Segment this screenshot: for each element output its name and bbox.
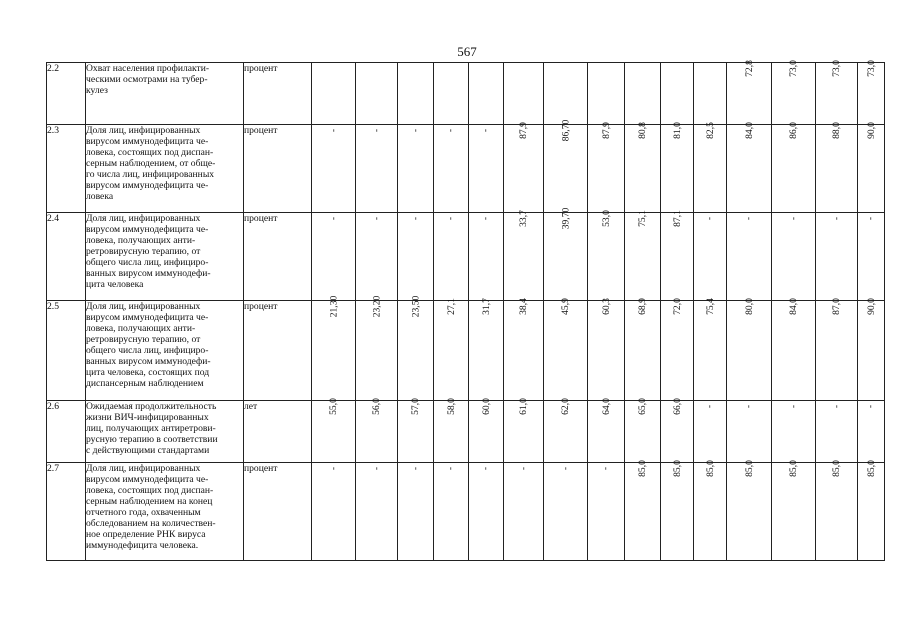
value-text: - xyxy=(327,216,339,221)
value-text: 38,4 xyxy=(517,298,529,315)
unit-cell: процент xyxy=(244,463,312,561)
value-cell xyxy=(312,63,356,125)
indicator-table xyxy=(46,62,885,561)
row-number: 2.7 xyxy=(47,463,86,561)
indicator-name-line: ное определение РНК вируса xyxy=(86,529,206,540)
value-cell xyxy=(312,398,356,463)
value-text: - xyxy=(480,466,492,471)
value-cell xyxy=(469,63,504,125)
value-text: 87,9 xyxy=(600,122,612,139)
indicator-name xyxy=(86,301,244,401)
value-cell xyxy=(312,213,356,301)
indicator-name-line: отчетного года, охваченным xyxy=(86,507,201,518)
value-cell xyxy=(816,213,858,301)
value-cell xyxy=(469,298,504,401)
indicator-name-line: ловека, получающих анти- xyxy=(86,323,196,334)
value-text: 45,9 xyxy=(559,298,571,315)
table-row xyxy=(47,125,885,213)
indicator-name-line: серным наблюдением, от обще- xyxy=(86,158,216,169)
value-cell xyxy=(816,401,858,463)
indicator-name-line: ванных вирусом иммунодефи- xyxy=(86,356,211,367)
value-cell xyxy=(434,213,469,301)
value-text: 60,0 xyxy=(480,398,492,415)
value-text: 80,0 xyxy=(743,298,755,315)
value-text: - xyxy=(409,466,421,471)
value-cell xyxy=(434,63,469,125)
value-cell xyxy=(772,298,816,401)
indicator-name-line: кулез xyxy=(86,85,108,96)
value-text: - xyxy=(559,466,571,471)
value-cell xyxy=(356,398,398,463)
value-cell xyxy=(772,460,816,561)
value-text: - xyxy=(704,216,716,221)
indicator-name-line: ловека xyxy=(86,191,114,202)
value-cell xyxy=(504,63,544,125)
value-cell xyxy=(694,213,727,301)
value-text: 87,0 xyxy=(830,298,842,315)
value-cell xyxy=(469,213,504,301)
value-cell xyxy=(772,60,816,125)
indicator-name-line: обследованием на количествен- xyxy=(86,518,216,529)
value-cell xyxy=(625,122,661,213)
value-cell xyxy=(312,125,356,213)
value-cell xyxy=(588,298,625,401)
indicator-name-line: вирусом иммунодефицита че- xyxy=(86,180,209,191)
value-cell xyxy=(398,398,434,463)
indicator-name-line: го числа лиц, инфицированных xyxy=(86,169,215,180)
value-text: - xyxy=(327,466,339,471)
value-text: 72,0 xyxy=(671,298,683,315)
value-text: 84,0 xyxy=(743,122,755,139)
value-text: - xyxy=(445,466,457,471)
value-text: 23,20 xyxy=(371,295,382,318)
indicator-name-line: русную терапию в соответствии xyxy=(86,434,218,445)
value-cell xyxy=(544,398,588,463)
value-cell xyxy=(772,401,816,463)
value-text: - xyxy=(327,128,339,133)
value-text: 85,0 xyxy=(865,460,877,477)
value-cell xyxy=(816,298,858,401)
value-cell xyxy=(727,460,772,561)
indicator-name-line: вирусом иммунодефицита че- xyxy=(86,474,209,485)
value-cell xyxy=(816,60,858,125)
indicator-name-line: жизни ВИЧ-инфицированных xyxy=(86,412,209,423)
value-cell xyxy=(694,460,727,561)
value-cell xyxy=(661,460,694,561)
value-cell xyxy=(858,122,885,213)
value-text: 57,0 xyxy=(409,398,421,415)
table-row xyxy=(47,63,885,125)
value-text: 55,0 xyxy=(327,398,339,415)
indicator-name-line: лиц, получающих антиретрови- xyxy=(86,423,216,434)
value-text: - xyxy=(370,216,382,221)
value-text: - xyxy=(830,216,842,221)
value-text: 33,7 xyxy=(517,210,529,227)
value-cell xyxy=(504,210,544,301)
indicator-name-line: ретровирусную терапию, от xyxy=(86,334,201,345)
value-text: 68,9 xyxy=(636,298,648,315)
value-cell xyxy=(434,298,469,401)
value-text: - xyxy=(787,404,799,409)
unit-cell: процент xyxy=(244,63,312,125)
value-cell xyxy=(469,463,504,561)
value-cell xyxy=(772,213,816,301)
value-cell xyxy=(772,122,816,213)
unit-cell: процент xyxy=(244,213,312,301)
value-cell xyxy=(398,125,434,213)
value-text: 31,7 xyxy=(480,298,492,315)
indicator-name-line: иммунодефицита человека. xyxy=(86,540,199,551)
value-text: - xyxy=(445,128,457,133)
value-text: 87,9 xyxy=(517,122,529,139)
value-cell xyxy=(312,295,356,401)
indicator-name-line: вирусом иммунодефицита че- xyxy=(86,312,209,323)
indicator-name-line: Доля лиц, инфицированных xyxy=(86,463,201,474)
indicator-name-line: ческими осмотрами на тубер- xyxy=(86,74,208,85)
value-cell xyxy=(858,213,885,301)
value-text: 56,0 xyxy=(370,398,382,415)
indicator-name-line: общего числа лиц, инфициро- xyxy=(86,345,209,356)
value-cell xyxy=(398,463,434,561)
indicator-name-line: с действующими стандартами xyxy=(86,445,210,456)
value-cell xyxy=(544,63,588,125)
value-text: - xyxy=(865,216,877,221)
value-text: 62,0 xyxy=(559,398,571,415)
value-cell xyxy=(588,210,625,301)
value-text: - xyxy=(830,404,842,409)
value-text: 75,1 xyxy=(636,210,648,227)
unit-cell: процент xyxy=(244,301,312,401)
value-cell xyxy=(858,60,885,125)
indicator-name-line: ловека, получающих анти- xyxy=(86,235,196,246)
value-cell xyxy=(356,213,398,301)
value-cell xyxy=(858,298,885,401)
value-text: - xyxy=(704,404,716,409)
indicator-name-line: вирусом иммунодефицита че- xyxy=(86,136,209,147)
value-text: 85,0 xyxy=(743,460,755,477)
unit-cell: процент xyxy=(244,125,312,213)
value-cell xyxy=(661,398,694,463)
value-text: - xyxy=(409,128,421,133)
table-row xyxy=(47,463,885,561)
value-cell xyxy=(625,63,661,125)
indicator-name-line: диспансерным наблюдением xyxy=(86,378,204,389)
value-cell xyxy=(661,210,694,301)
value-text: 58,0 xyxy=(445,398,457,415)
value-text: 85,0 xyxy=(787,460,799,477)
value-cell xyxy=(727,122,772,213)
value-text: - xyxy=(743,216,755,221)
row-number: 2.5 xyxy=(47,301,86,401)
value-text: 60,3 xyxy=(600,298,612,315)
value-cell xyxy=(544,119,588,213)
value-cell xyxy=(469,125,504,213)
value-cell xyxy=(694,298,727,401)
page-number: 567 xyxy=(457,44,477,59)
indicator-name-line: Ожидаемая продолжительность xyxy=(86,401,217,412)
value-cell xyxy=(588,463,625,561)
value-cell xyxy=(544,298,588,401)
unit-cell: лет xyxy=(244,401,312,463)
value-text: - xyxy=(787,216,799,221)
value-cell xyxy=(816,460,858,561)
value-cell xyxy=(661,298,694,401)
row-number: 2.4 xyxy=(47,213,86,301)
value-cell xyxy=(356,125,398,213)
value-text: 53,0 xyxy=(600,210,612,227)
row-number: 2.3 xyxy=(47,125,86,213)
value-text: 21,30 xyxy=(328,295,339,318)
value-cell xyxy=(727,213,772,301)
value-text: 85,0 xyxy=(830,460,842,477)
indicator-name xyxy=(86,401,244,463)
value-cell xyxy=(544,463,588,561)
value-text: 66,0 xyxy=(671,398,683,415)
value-cell xyxy=(504,122,544,213)
indicator-name-line: Доля лиц, инфицированных xyxy=(86,213,201,224)
value-cell xyxy=(858,401,885,463)
value-text: 64,0 xyxy=(600,398,612,415)
value-text: - xyxy=(517,466,529,471)
value-text: - xyxy=(445,216,457,221)
value-cell xyxy=(661,63,694,125)
value-cell xyxy=(588,398,625,463)
value-text: - xyxy=(409,216,421,221)
value-text: 86,0 xyxy=(787,122,799,139)
indicator-name xyxy=(86,463,244,561)
value-text: 85,0 xyxy=(671,460,683,477)
value-cell xyxy=(434,125,469,213)
indicator-name-line: общего числа лиц, инфициро- xyxy=(86,257,209,268)
value-text: 86,70 xyxy=(560,119,571,142)
value-text: 85,0 xyxy=(704,460,716,477)
value-text: 65,0 xyxy=(636,398,648,415)
value-cell xyxy=(356,295,398,401)
value-cell xyxy=(625,210,661,301)
value-cell xyxy=(356,63,398,125)
value-cell xyxy=(588,63,625,125)
value-text: 61,0 xyxy=(517,398,529,415)
value-text: - xyxy=(480,216,492,221)
value-text: - xyxy=(743,404,755,409)
value-cell xyxy=(625,398,661,463)
value-cell xyxy=(434,398,469,463)
value-cell xyxy=(398,213,434,301)
table-row xyxy=(47,213,885,301)
value-cell xyxy=(504,298,544,401)
value-cell xyxy=(694,401,727,463)
value-text: 23,50 xyxy=(410,295,421,318)
value-cell xyxy=(504,398,544,463)
indicator-name-line: Доля лиц, инфицированных xyxy=(86,301,201,312)
value-cell xyxy=(588,122,625,213)
indicator-name-line: цита человека, состоящих под xyxy=(86,367,210,378)
value-text: 73,0 xyxy=(830,60,842,77)
value-text: 27,1 xyxy=(445,298,457,315)
indicator-name-line: Доля лиц, инфицированных xyxy=(86,125,201,136)
value-text: 85,0 xyxy=(636,460,648,477)
value-cell xyxy=(816,122,858,213)
value-text: - xyxy=(370,466,382,471)
value-text: - xyxy=(370,128,382,133)
indicator-name-line: Охват населения профилакти- xyxy=(86,63,210,74)
value-cell xyxy=(504,463,544,561)
value-text: 80,8 xyxy=(636,122,648,139)
value-text: 82,5 xyxy=(704,122,716,139)
value-text: - xyxy=(865,404,877,409)
indicator-name xyxy=(86,63,244,125)
value-cell xyxy=(727,298,772,401)
value-cell xyxy=(661,122,694,213)
indicator-name-line: ловека, состоящих под диспан- xyxy=(86,485,214,496)
row-number: 2.6 xyxy=(47,401,86,463)
value-text: - xyxy=(600,466,612,471)
value-text: 87,1 xyxy=(671,210,683,227)
indicator-name-line: ретровирусную терапию, от xyxy=(86,246,201,257)
value-cell xyxy=(727,60,772,125)
indicator-name-line: ванных вирусом иммунодефи- xyxy=(86,268,211,279)
value-cell xyxy=(858,460,885,561)
indicator-name-line: ловека, состоящих под диспан- xyxy=(86,147,214,158)
value-cell xyxy=(469,398,504,463)
value-text: 39,70 xyxy=(560,207,571,230)
value-text: 73,0 xyxy=(787,60,799,77)
value-cell xyxy=(312,463,356,561)
value-text: 81,0 xyxy=(671,122,683,139)
table-row xyxy=(47,401,885,463)
value-text: 72,8 xyxy=(743,60,755,77)
value-cell xyxy=(544,207,588,301)
indicator-name-line: цита человека xyxy=(86,279,144,290)
row-number: 2.2 xyxy=(47,63,86,125)
indicator-name xyxy=(86,213,244,301)
value-cell xyxy=(694,63,727,125)
value-text: 75,4 xyxy=(704,298,716,315)
value-cell xyxy=(356,463,398,561)
indicator-name-line: серным наблюдением на конец xyxy=(86,496,213,507)
value-cell xyxy=(398,63,434,125)
value-cell xyxy=(434,463,469,561)
value-cell xyxy=(398,295,434,401)
value-cell xyxy=(625,298,661,401)
table-row xyxy=(47,301,885,401)
value-cell xyxy=(625,460,661,561)
value-text: 90,0 xyxy=(865,298,877,315)
indicator-name-line: вирусом иммунодефицита че- xyxy=(86,224,209,235)
value-text: 84,0 xyxy=(787,298,799,315)
value-cell xyxy=(727,401,772,463)
value-text: 90,0 xyxy=(865,122,877,139)
value-text: 73,0 xyxy=(865,60,877,77)
value-cell xyxy=(694,122,727,213)
value-text: 88,0 xyxy=(830,122,842,139)
value-text: - xyxy=(480,128,492,133)
indicator-name xyxy=(86,125,244,213)
